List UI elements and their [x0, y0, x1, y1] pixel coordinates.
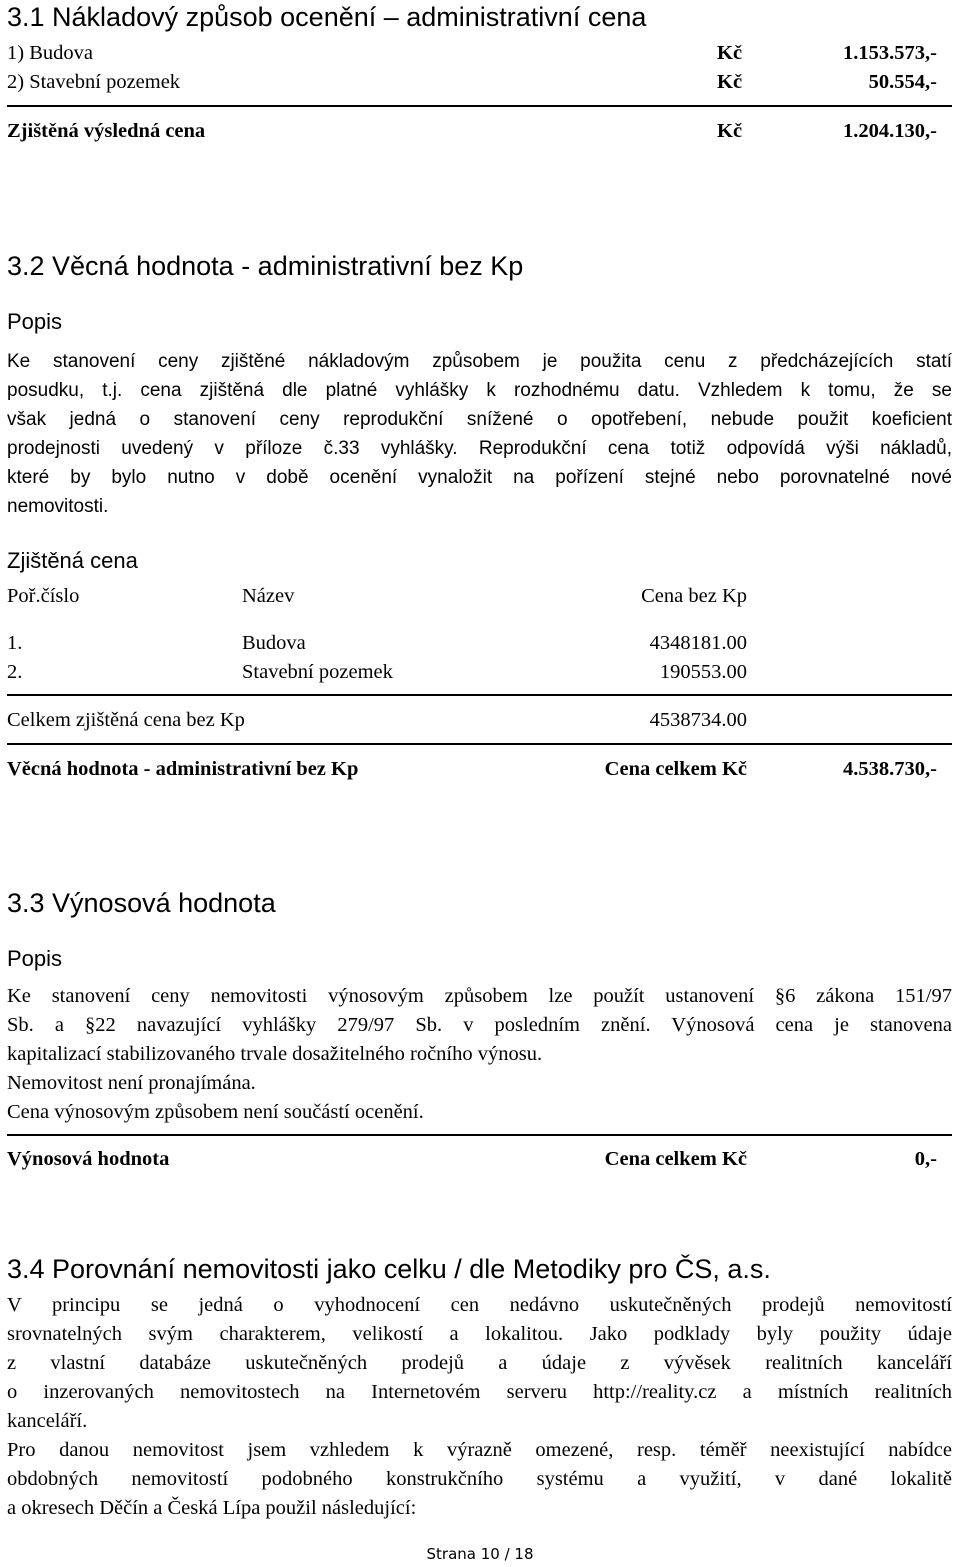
paragraph-line: kapitalizací stabilizovaného trvale dosažitelného ročního výnosu. [7, 1043, 543, 1065]
paragraph-line: Ke stanovení ceny zjištěné nákladovým způsobem je použita cenu z předcházejících statí [7, 351, 952, 372]
col-header-price: Cena bez Kp [641, 585, 747, 607]
vecna-hodnota-value: 4.538.730,- [843, 758, 937, 780]
paragraph-line: však jedná o stanovení ceny reprodukční snížené o opotřebení, nebude použit koeficient [7, 409, 952, 430]
row-2-currency: Kč [717, 71, 743, 93]
row-1-value: 1.153.573,- [843, 42, 937, 64]
table-row-number: 2. [7, 661, 23, 683]
paragraph-line: posudku, t.j. cena zjištěná dle platné vyhlášky k rozhodnému datu. Vzhledem k tomu, že se [7, 380, 952, 401]
vecna-hodnota-label: Věcná hodnota - administrativní bez Kp [7, 758, 359, 780]
divider [7, 1134, 952, 1136]
celkem-value: 4538734.00 [649, 709, 747, 731]
vynosova-hodnota-label: Výnosová hodnota [7, 1148, 170, 1170]
paragraph-line: Nemovitost není pronajímána. [7, 1072, 256, 1094]
vecna-cena-celkem-label: Cena celkem Kč [604, 758, 747, 780]
paragraph-line: obdobných nemovitostí podobného konstrukčního systému a využití, v dané lokalitě [7, 1468, 952, 1490]
paragraph-line: V principu se jedná o vyhodnocení cen nedávno uskutečněných prodejů nemovitostí [7, 1294, 952, 1316]
vynosova-hodnota-value: 0,- [914, 1148, 937, 1170]
celkem-label: Celkem zjištěná cena bez Kp [7, 709, 245, 731]
paragraph-line: Ke stanovení ceny nemovitosti výnosovým způsobem lze použít ustanovení §6 zákona 151/97 [7, 985, 952, 1007]
paragraph-line: Pro danou nemovitost jsem vzhledem k výrazně omezené, resp. téměř neexistující nabídce [7, 1439, 952, 1461]
paragraph-line: z vlastní databáze uskutečněných prodejů a údaje z vývěsek realitních kanceláří [7, 1352, 952, 1374]
paragraph-line: Sb. a §22 navazující vyhlášky 279/97 Sb. v posledním znění. Výnosová cena je stanovena [7, 1014, 952, 1036]
row-1-currency: Kč [717, 42, 743, 64]
col-header-number: Poř.číslo [7, 585, 80, 607]
row-1-label: 1) Budova [7, 42, 93, 64]
section-3-3-heading: 3.3 Výnosová hodnota [7, 888, 276, 918]
total-label: Zjištěná výsledná cena [7, 120, 206, 142]
paragraph-line: které by bylo nutno v době ocenění vynaložit na pořízení stejné nebo porovnatelné nové [7, 467, 952, 488]
zjistena-cena-heading: Zjištěná cena [7, 548, 138, 573]
popis-heading: Popis [7, 309, 63, 334]
section-3-4-paragraph [7, 1291, 952, 1523]
section-3-4-heading: 3.4 Porovnání nemovitosti jako celku / dle Metodiky pro ČS, a.s. [7, 1254, 771, 1284]
paragraph-line: nemovitosti. [7, 496, 109, 517]
section-3-3-paragraph [7, 982, 952, 1127]
total-currency: Kč [717, 120, 743, 142]
page-number: Strana 10 / 18 [426, 1545, 534, 1563]
divider [7, 694, 952, 696]
divider [7, 743, 952, 745]
table-row-name: Budova [242, 632, 306, 654]
total-value: 1.204.130,- [843, 120, 937, 142]
section-3-2-paragraph [7, 347, 952, 521]
row-2-value: 50.554,- [868, 71, 937, 93]
paragraph-line: a okresech Děčín a Česká Lípa použil následující: [7, 1497, 417, 1519]
col-header-name: Název [242, 585, 295, 607]
divider [7, 105, 952, 107]
vynosova-cena-celkem-label: Cena celkem Kč [604, 1148, 747, 1170]
paragraph-line: prodejnosti uvedený v příloze č.33 vyhlášky. Reprodukční cena totiž odpovídá výši nákladů, [7, 438, 952, 459]
paragraph-line: kanceláří. [7, 1410, 88, 1432]
section-3-2-heading: 3.2 Věcná hodnota - administrativní bez Kp [7, 251, 524, 281]
paragraph-line: o inzerovaných nemovitostech na Internetovém serveru http://reality.cz a místních realitních [7, 1381, 952, 1403]
table-row-name: Stavební pozemek [242, 661, 393, 683]
paragraph-line: Cena výnosovým způsobem není součástí ocenění. [7, 1101, 424, 1123]
paragraph-line: srovnatelných svým charakterem, velikostí a lokalitou. Jako podklady byly použity údaje [7, 1323, 952, 1345]
popis-heading: Popis [7, 946, 63, 971]
table-row-price: 4348181.00 [649, 632, 747, 654]
section-3-1-heading: 3.1 Nákladový způsob ocenění – administrativní cena [7, 2, 647, 32]
row-2-label: 2) Stavební pozemek [7, 71, 181, 93]
table-row-number: 1. [7, 632, 23, 654]
table-row-price: 190553.00 [659, 661, 747, 683]
